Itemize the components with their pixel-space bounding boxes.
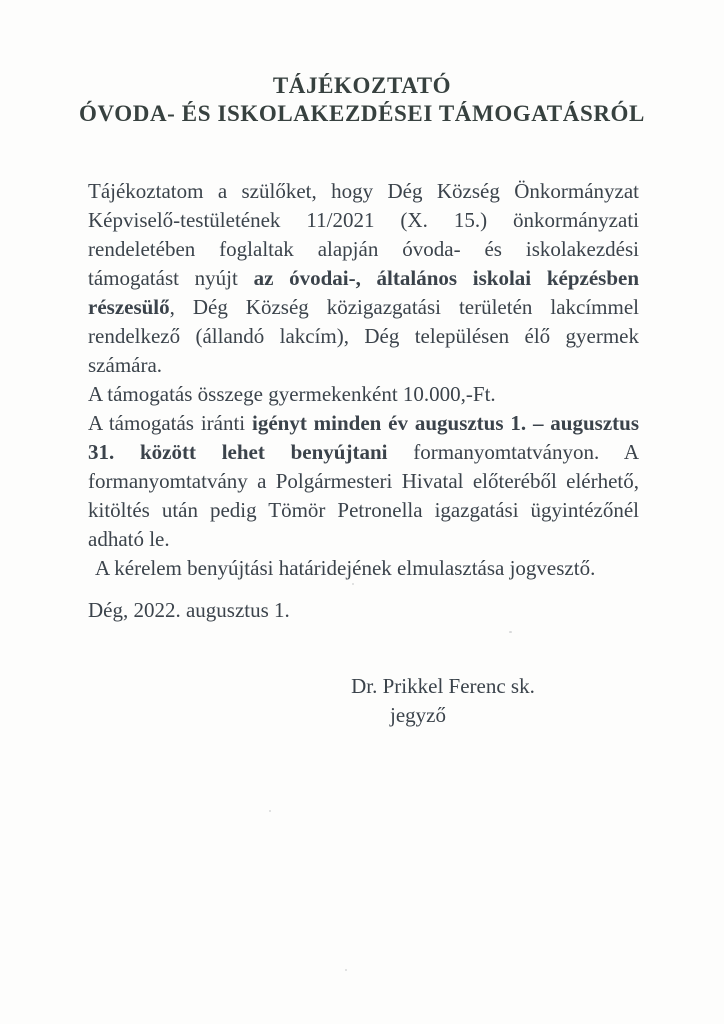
text-line bbox=[88, 525, 639, 554]
text-line bbox=[88, 235, 639, 264]
forfeit-paragraph bbox=[88, 554, 639, 583]
text-line bbox=[88, 554, 639, 583]
document-title bbox=[0, 0, 724, 128]
intro-paragraph bbox=[88, 177, 639, 380]
date-line: Dég, 2022. augusztus 1. bbox=[88, 598, 290, 622]
signature-role: jegyző bbox=[390, 703, 446, 727]
text-segment: kitöltés után pedig Tömör Petronella igazgatási ügyintézőnél bbox=[88, 498, 639, 522]
text-line bbox=[88, 438, 639, 467]
amount-paragraph bbox=[88, 380, 639, 409]
text-line bbox=[88, 380, 639, 409]
signature-block bbox=[338, 672, 548, 730]
text-segment: számára. bbox=[88, 353, 163, 377]
bold-text-segment: részesülő bbox=[88, 295, 170, 319]
text-line bbox=[88, 351, 639, 380]
bold-text-segment: 31. között lehet benyújtani bbox=[88, 440, 388, 464]
text-segment: formanyomtatvány a Polgármesteri Hivatal előteréből elérhető, bbox=[88, 469, 639, 493]
text-segment: A kérelem benyújtási határidejének elmulasztása jogvesztő. bbox=[95, 556, 596, 580]
text-segment: rendeletében foglaltak alapján óvoda- és iskolakezdési bbox=[88, 237, 639, 261]
text-line bbox=[88, 409, 639, 438]
bold-text-segment: az óvodai-, általános iskolai képzésben bbox=[253, 266, 639, 290]
text-segment: Tájékoztatom a szülőket, hogy Dég Község Önkormányzat bbox=[88, 179, 639, 203]
text-line bbox=[88, 264, 639, 293]
text-segment: formanyomtatványon. A bbox=[387, 440, 639, 464]
document-body bbox=[88, 177, 639, 583]
scan-speck bbox=[345, 969, 347, 971]
scan-speck bbox=[352, 583, 354, 585]
text-segment: Képviselő-testületének 11/2021 (X. 15.) önkormányzati bbox=[88, 208, 639, 232]
text-line bbox=[88, 177, 639, 206]
text-segment: , Dég Község közigazgatási területén lakcímmel bbox=[169, 295, 639, 319]
text-segment: A támogatás összege gyermekenként 10.000,-Ft. bbox=[88, 382, 496, 406]
bold-text-segment: igényt minden év augusztus 1. – augusztus bbox=[251, 411, 639, 435]
scan-speck bbox=[509, 631, 512, 633]
deadline-paragraph bbox=[88, 409, 639, 554]
text-line bbox=[88, 322, 639, 351]
text-line bbox=[88, 206, 639, 235]
text-line bbox=[88, 496, 639, 525]
text-line bbox=[88, 293, 639, 322]
text-segment: rendelkező (állandó lakcím), Dég településen élő gyermek bbox=[88, 324, 639, 348]
document-title-line-2: ÓVODA- ÉS ISKOLAKEZDÉSEI TÁMOGATÁSRÓL bbox=[79, 101, 645, 126]
text-segment: adható le. bbox=[88, 527, 170, 551]
scan-speck bbox=[269, 810, 271, 812]
text-line bbox=[88, 467, 639, 496]
signature-name: Dr. Prikkel Ferenc sk. bbox=[351, 674, 535, 698]
document-title-line-1: TÁJÉKOZTATÓ bbox=[272, 73, 452, 98]
text-segment: A támogatás iránti bbox=[88, 411, 252, 435]
text-segment: támogatást nyújt bbox=[88, 266, 254, 290]
